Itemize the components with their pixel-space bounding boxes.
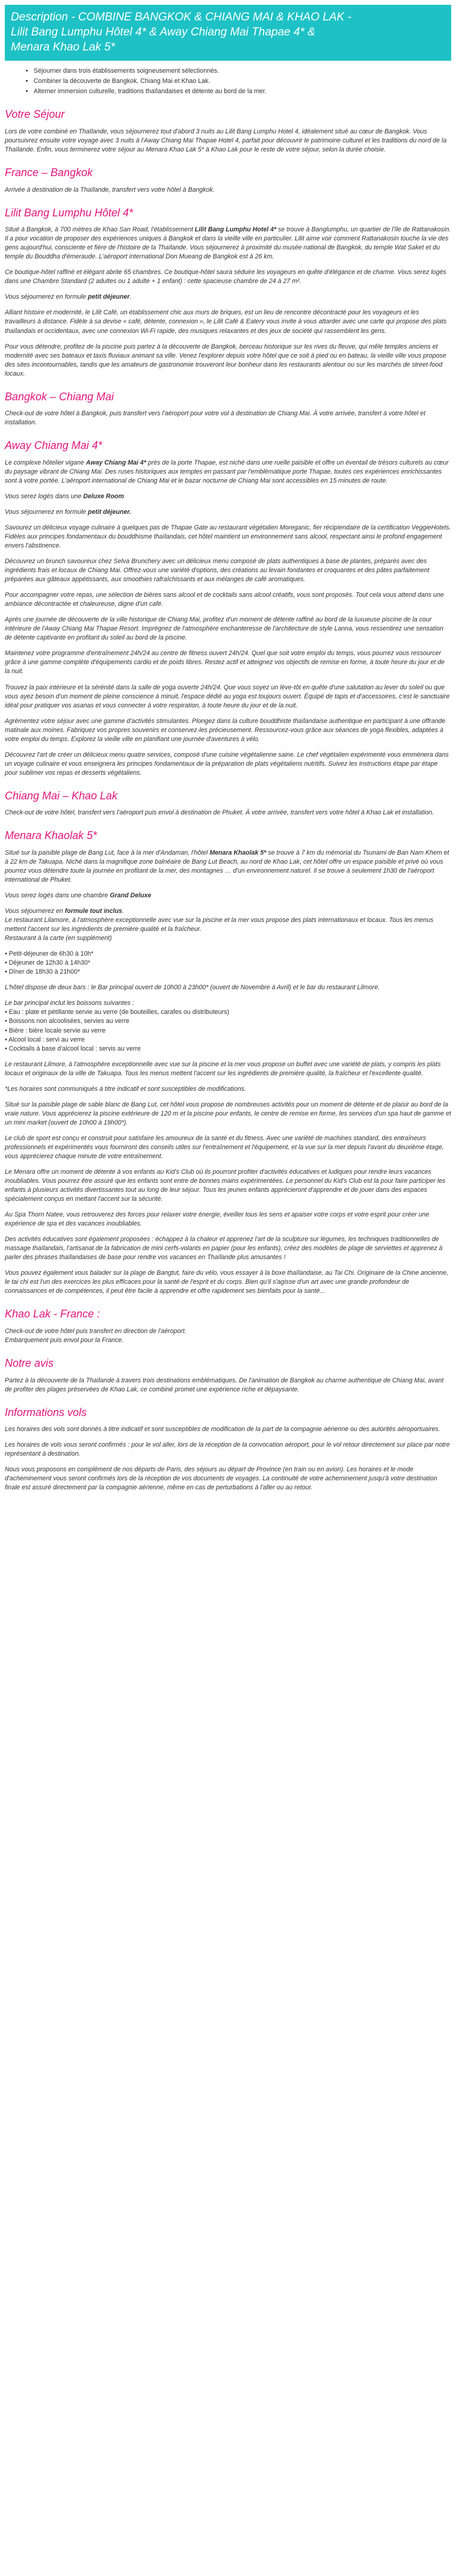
menara-paragraph-9: Le club de sport est conçu et construit pour satisfaire les amoureux de la santé et du fitness. Avec une variété de machines standard, des entraîneurs professionnels et expérimentés vous fourniront des conseils utiles sur l'entraînement et l'équipement, et la vue sur la mer depuis l'avant du deuxième étage, vous apprécierez chaque minute de votre entraînement.: [5, 1134, 444, 1160]
menara-paragraph-7: *Les horaires sont communiqués à titre indicatif et sont susceptibles de modifications.: [5, 1085, 247, 1093]
list-item: • Boissons non alcoolisées, servies au verre: [5, 1018, 129, 1025]
list-item: • Bière : bière locale servie au verre: [5, 1027, 106, 1034]
board-formula: petit déjeuner: [88, 293, 130, 301]
infos-paragraph-3: Nous vous proposons en complément de nos départs de Paris, des séjours au départ de Province (en train ou en avion). Les horaires et le mode d'acheminement vous seront confirmés lors de la réception de vos documents de voyages. La continuité de votre acheminement jusqu'à votre destination finale est assuré directement par la compagnie aérienne, même en cas de perturbations à l'aller ou au retour.: [5, 1466, 437, 1492]
lilit-paragraph-4: Alliant histoire et modernité, le Lilit Café, un établissement chic aux murs de briques, est un lieu de rencontre décontracté pour les voyageurs et les travailleurs à distance. Fidèle à sa devise « café, détente, connexion », le Lilit Café & Eatery vous invite à vous attarder avec une carte qui propose des plats thaïlandais et occidentaux, avec une connexion Wi-Fi rapide, des musiques relaxantes et des jeux de société qui rassemblent les gens.: [5, 309, 447, 335]
section-title-bkk-cm: Bangkok – Chiang Mai: [5, 390, 114, 403]
text-run: Situé à Bangkok, à 700 mètres de Khao San Road, l'établissement: [5, 226, 195, 234]
away-paragraph-10: Agrémentez votre séjour avec une gamme d'activités stimulantes. Plongez dans la culture bouddhiste thaïlandaise authentique en participant à une offrande matinale aux moines. Fabriquez vos propres souvenirs et conservez-les précieusement. Ressourcez-vous grâce aux séances de yoga flexibles, adaptées à votre emploi du temps. Explorez la vieille ville en planifiant une journée d'aventures à vélo.: [5, 717, 446, 743]
menara-paragraph-6: Le restaurant Lilmore, à l'atmosphère exceptionnelle avec vue sur la piscine et la mer vous propose un buffet avec une variété de plats, y compris les plats locaux et originaux de la ville de Takuapa. Tous les menus mettent l'accent sur les ingrédients de première qualité, la fraîcheur et l'excellente qualité.: [5, 1060, 441, 1077]
away-paragraph-8: Maintenez votre programme d'entraînement 24h/24 au centre de fitness ouvert 24h/24. Quel que soit votre emploi du temps, vous pourrez vous ressourcer grâce à une gamme complète d'équipements cardio et de poids libres. Restez actif et atteignez vos objectifs de remise en forme, à toute heure du jour et de la nuit.: [5, 650, 445, 676]
away-paragraph-2: [5, 492, 451, 501]
section-title-avis: Notre avis: [5, 1357, 54, 1369]
list-item: • Alcool local : servi au verre: [5, 1036, 85, 1043]
menara-paragraph-8: Situé sur la paisible plage de sable blanc de Bang Lut, cet hôtel vous propose de nombreuses activités pour un moment de détente et de plaisir au bord de la vraie nature. Vous apprécierez la piscine extérieure de 120 m et la piscine pour enfants, le centre de remise en forme, les services d'un spa haut de gamme et un mini market (ouvert de 10h00 à 19h00*).: [5, 1100, 451, 1126]
text-run: Vous serez logés dans une: [5, 493, 84, 501]
text-run: Le restaurant Lilamore, à l'atmosphère exceptionnelle avec vue sur la piscine et la mer vous propose des plats internationaux et locaux. Tous les menus mettent l'accent sur les ingrédients de première qualité et la fraîcheur.: [5, 917, 434, 933]
section-title-lilit: Lilit Bang Lumphu Hôtel 4*: [5, 206, 134, 219]
menara-paragraph-2: [5, 891, 451, 900]
kl-fr-paragraph: [5, 1327, 451, 1345]
away-paragraph-11: Découvrez l'art de créer un délicieux menu quatre services, composé d'une cuisine végétalienne saine. Le chef végétalien expérimenté vous emmènera dans un voyage culinaire et vous enseignera les principes fondamentaux de la préparation de plats végétaliens nutritifs. Suivez les instructions étape par étape pour sublimer vos repas et desserts végétaliens.: [5, 751, 449, 777]
menara-paragraph-1: [5, 849, 451, 885]
description-banner: [5, 5, 451, 61]
section-title-menara: Menara Khaolak 5*: [5, 829, 97, 842]
room-type: Deluxe Room: [83, 493, 125, 501]
banner-line-2: Lilit Bang Lumphu Hôtel 4* & Away Chiang Mai Thapae 4* &: [11, 26, 315, 39]
banner-line-3: Menara Khao Lak 5*: [11, 41, 116, 54]
room-type: Grand Deluxe: [109, 892, 152, 900]
intro-bullet: • Séjourner dans trois établissements soigneusement sélectionnés.: [34, 67, 451, 76]
list-item: • Cocktails à base d'alcool local : servis au verre: [5, 1045, 141, 1052]
text-run: se trouve à 7 km du mémorial du Tsunami de Ban Nam Khem et à 22 km de Takuapa. Niché dans la magnifique zone balnéaire de Bang Lut Beach, au nord de Khao Lak, cet hôtel offre un espace paisible et privé où vous pourrez vous détendre toute la journée en profitant de la mer, des montagnes … d'un environnement naturel. Il se trouve à seulement 1h30 de l'aéroport international de Phuket.: [5, 849, 449, 884]
section-title-infos: Informations vols: [5, 1406, 87, 1418]
menara-drinks-title: Le bar principal inclut les boissons suivantes :: [5, 1000, 134, 1007]
hotel-name: Away Chiang Mai 4*: [85, 459, 146, 466]
text-run: .: [122, 908, 125, 915]
avis-paragraph: Partez à la découverte de la Thaïlande à travers trois destinations emblématiques. De l'animation de Bangkok au charme authentique de Chiang Mai, avant de profiter des plages préservées de Khao Lak, ce combiné promet une expérience riche et dépaysante.: [5, 1376, 444, 1393]
bkk-cm-paragraph: Check-out de votre hôtel à Bangkok, puis transfert vers l'aéroport pour votre vol à destination de Chiang Mai. À votre arrivée, transfert à votre hôtel et installation.: [5, 410, 426, 427]
text-run: Vous séjournerez en formule: [5, 508, 88, 516]
section-title-kl-fr: Khao Lak - France :: [5, 1308, 100, 1320]
list-item: • Petit-déjeuner de 6h30 à 10h*: [5, 950, 94, 958]
text-run: près de la porte Thapae, est niché dans une ruelle paisible et offre un éventail de trésors culturels au cœur du paysage vibrant de Chiang Mai. Des ruses historiques aux temples en passant par l'emblématique porte Thapae, toutes ces expériences enrichissantes sont à votre portée. L'aéroport international de Chiang Mai et le bazar nocturne de Chiang Mai sont accessibles en 15 minutes de route.: [5, 459, 449, 484]
section-title-away: Away Chiang Mai 4*: [5, 439, 102, 452]
intro-bullet: • Combiner la découverte de Bangkok, Chiang Mai et Khao Lak.: [34, 77, 451, 86]
lilit-paragraph-1: [5, 225, 451, 261]
banner-line-1: Description - COMBINE BANGKOK & CHIANG MAI & KHAO LAK -: [11, 11, 351, 23]
list-item: • Déjeuner de 12h30 à 14h30*: [5, 959, 91, 967]
text-run: Check-out de votre hôtel puis transfert en direction de l'aéroport.: [5, 1327, 186, 1335]
bangkok-paragraph: Arrivée à destination de la Thaïlande, transfert vers votre hôtel à Bangkok.: [5, 186, 215, 194]
text-run: se trouve à Banglumphu, un quartier de l'île de Rattanakosin. Il a pour vocation de proposer des expériences uniques à Bangkok et dans la vieille ville en particulier. Lilit aime voir comment Rattanakosin touche la vie des gens aujourd'hui, consciente et fière de l'histoire de la Thaïlande. Vous séjournerez à proximité du musée national de Bangkok, du temple Wat Saket et du temple du Bouddha d'émeraude. L'aéroport international Don Mueang de Bangkok est à 26 km.: [5, 226, 451, 261]
text-run: Vous séjournerez en: [5, 908, 65, 915]
menara-paragraph-4: L'hôtel dispose de deux bars : le Bar principal ouvert de 10h00 à 23h00* (ouvert de Novembre à Avril) et le bar du restaurant Lilmore.: [5, 984, 380, 992]
text-run: Vous serez logés dans une chambre: [5, 892, 110, 900]
menara-paragraph-3: [5, 907, 451, 943]
lilit-paragraph-2: Ce boutique-hôtel raffiné et élégant abrite 65 chambres. Ce boutique-hôtel saura séduire les voyageurs en quête d'élégance et de charme. Vous serez logés dans une Chambre Standard (2 adultes ou 1 adulte + 1 enfant) : cette spacieuse chambre de 24 à 27 m².: [5, 269, 446, 285]
list-item: • Eau : plate et pétillante servie au verre (de bouteilles, carafes ou distributeurs): [5, 1009, 229, 1016]
drinks-list: [5, 1008, 451, 1053]
cm-kl-paragraph: Check-out de votre hôtel, transfert vers l'aéroport puis envol à destination de Phuket. À votre arrivée, transfert vers votre hôtel à Khao Lak et installation.: [5, 809, 434, 817]
text-run: Embarquement puis envol pour la France.: [5, 1336, 124, 1344]
menara-paragraph-11: Au Spa Thorn Natee, vous retrouverez des forces pour relaxer votre énergie, éveiller tous les sens et apaiser votre corps et votre esprit pour créer une expérience de spa et des vacances inoubliables.: [5, 1211, 430, 1228]
meal-times-list: [5, 950, 451, 977]
text-run: Situé sur la paisible plage de Bang Lut, face à la mer d'Andaman, l'hôtel: [5, 849, 210, 857]
list-item: • Dîner de 18h30 à 21h00*: [5, 968, 81, 976]
away-paragraph-9: Trouvez la paix intérieure et la sérénité dans la salle de yoga ouverte 24h/24. Que vous soyez un lève-tôt en quête d'une salutation au lever du soleil ou que vous ayez besoin d'un moment de pleine conscience à minuit, l'espace dédié au yoga est toujours ouvert. Équipé de tapis et d'accessoires, c'est le sanctuaire idéal pour pratiquer vos asanas et vous connecter à votre respiration, à toute heure du jour et de la nuit.: [5, 683, 450, 709]
hotel-name: Menara Khaolak 5*: [209, 849, 267, 857]
lilit-paragraph-3: [5, 293, 451, 302]
page: [0, 5, 456, 1513]
section-title-voyage: Votre Séjour: [5, 108, 65, 121]
section-title-cm-kl: Chiang Mai – Khao Lak: [5, 789, 118, 802]
away-paragraph-4: Savourez un délicieux voyage culinaire à quelques pas de Thapae Gate au restaurant végétalien Moreganic, fier récipiendaire de la certification VeggieHotels. Fidèles aux principes fondamentaux du bouddhisme thaïlandais, cet hôtel maintient un environnement sans alcool, respectant ainsi le profond engagement envers l'abstinence.: [5, 524, 451, 550]
text-run: .: [129, 293, 132, 301]
board-formula: petit déjeuner.: [88, 508, 131, 516]
hotel-name: Lilit Bang Lumphu Hotel 4*: [194, 226, 277, 234]
voyage-paragraph: Lors de votre combiné en Thaïlande, vous séjournerez tout d'abord 3 nuits au Lilit Bang Lumphu Hotel 4, idéalement situé au cœur de Bangkok. Vous poursuivrez ensuite votre voyage avec 3 nuits à l'Away Chiang Mai Thapae Hotel 4, parfait pour découvrir le patrimoine culturel et les traditions du nord de la Thaïlande. Enfin, vous terminerez votre séjour au Menara Khao Lak 5* à Khao Lak pour le reste de votre séjour, selon la durée choisie.: [5, 127, 447, 153]
infos-paragraph-2: Les horaires de vols vous seront confirmés : pour le vol aller, lors de la réception de la convocation aéroport, pour le vol retour directement sur place par notre représentant à destination.: [5, 1441, 450, 1458]
menara-paragraph-12: Des activités éducatives sont également proposées : échappez à la chaleur et apprenez l'art de la sculpture sur légumes, les techniques traditionnelles de massage thaïlandais, l'artisanat de la fabrication de mini cerfs-volants en papier (pour les enfants), créez des modèles de plage de serviettes et apprenez à parler des phrases thaïlandaises de base pour rendre vos vacances en Thaïlande plus amusantes !: [5, 1236, 443, 1262]
section-title-bangkok: France – Bangkok: [5, 166, 93, 179]
menara-paragraph-10: Le Menara offre un moment de détente à vos enfants au Kid's Club où ils pourront profiter d'activités éducatives et ludiques pour rendre leurs vacances inoubliables. Vous pourrez être assuré que les enfants sont entre de bonnes mains expérimentées. Le personnel du Kid's Club est là pour faire participer les enfants à plusieurs activités divertissantes tout au long de leur séjour. Tous les jeunes enfants apprécieront d'apprendre et de jouer dans des espaces spécialement conçus en mettant l'accent sur la sécurité.: [5, 1168, 446, 1203]
infos-paragraph-1: Les horaires des vols sont donnés à titre indicatif et sont susceptibles de modification de la part de la compagnie aérienne ou des autorités aéroportuaires.: [5, 1426, 440, 1433]
away-paragraph-6: Pour accompagner votre repas, une sélection de bières sans alcool et de cocktails sans alcool créatifs, vous sont proposés. Tout cela vous attend dans une ambiance décontractée et chaleureuse, digne d'un café.: [5, 591, 444, 608]
away-paragraph-1: [5, 459, 451, 486]
text-run: Le complexe hôtelier vigane: [5, 459, 86, 466]
menara-paragraph-13: Vous pouvez également vous balader sur la plage de Bangtut, faire du vélo, vous essayer à la boxe thaïlandaise, au Tai Chi. Originaire de la Chine ancienne, le tai chi est l'un des exercices les plus efficaces pour la santé de l'esprit et du corps. Bien qu'il s'agisse d'un art avec une grande profondeur de connaissances et de compétences, il peut être facile à apprendre et offre rapidement ses bienfaits pour la santé...: [5, 1269, 449, 1295]
text-run: Vous séjournerez en formule: [5, 293, 88, 301]
intro-bullet: • Alterner immersion culturelle, traditions thaïlandaises et détente au bord de la mer.: [34, 87, 451, 96]
board-formula: formule tout inclus: [64, 908, 123, 915]
text-run: Restaurant à la carte (en supplément): [5, 935, 112, 942]
intro-bullets: [5, 67, 451, 96]
away-paragraph-3: [5, 508, 451, 517]
away-paragraph-7: Après une journée de découverte de la ville historique de Chiang Mai, profitez d'un moment de détente raffiné au bord de la luxueuse piscine de la cour intérieure de l'Away Chiang Mai Thapae Resort. Imprégnez de l'atmosphère enchanteresse de l'architecture de style Lanna, vous ressentirez une sensation de détente captivante en profitant du soleil au bord de la piscine.: [5, 616, 444, 642]
away-paragraph-5: Découvrez un brunch savoureux chez Selva Brunchery avec un délicieux menu composé de plats authentiques à base de plantes, préparés avec des ingrédients frais et locaux de Chiang Mai. Offrez-vous une variété d'options, des créations au levain fondantes et croquantes et des pâtes parfaitement préparées aux gâteaux appétissants, aux smoothies rafraîchissants et aux mélanges de café aromatiques.: [5, 558, 430, 584]
lilit-paragraph-5: Pour vous détendre, profitez de la piscine puis partez à la découverte de Bangkok, berceau historique sur les rives du fleuve, qui mêle temples anciens et modernité avec ses bateaux et taxis fluviaux animant sa ville. Venez l'explorer depuis votre hôtel que ce soit à pied ou en bateau, la vieille ville vous propose des sites incontournables, tandis que les amateurs de gastronomie trouveront leur bonheur dans les restaurants alentour ou sur les marchés de street-food locaux.: [5, 343, 446, 377]
